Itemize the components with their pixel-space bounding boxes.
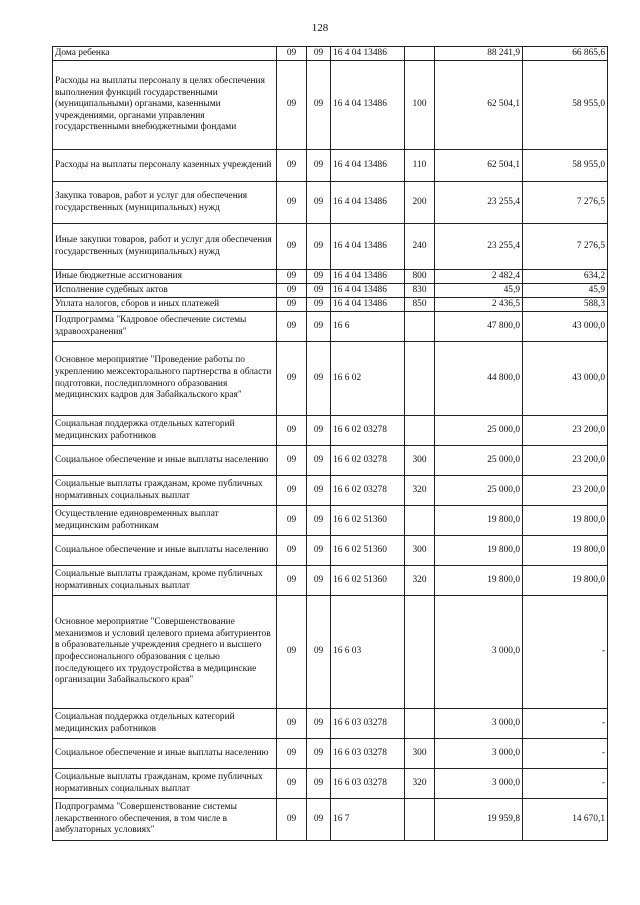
row-name: Расходы на выплаты персоналу казенных учреждений	[53, 150, 277, 182]
row-expense-type: 200	[405, 182, 435, 224]
row-subsection: 09	[307, 270, 331, 284]
row-amount-1: 25 000,0	[435, 476, 523, 506]
table-row	[53, 566, 608, 596]
row-target-article: 16 4 04 13486	[331, 298, 405, 312]
table-row	[53, 312, 608, 342]
row-section: 09	[277, 769, 307, 799]
row-section: 09	[277, 270, 307, 284]
row-target-article: 16 6 02 03278	[331, 416, 405, 446]
row-name: Дома ребенка	[53, 47, 277, 61]
table-row	[53, 416, 608, 446]
table-row	[53, 799, 608, 841]
row-target-article: 16 6	[331, 312, 405, 342]
row-amount-2: 588,3	[523, 298, 608, 312]
row-amount-1: 23 255,4	[435, 182, 523, 224]
row-amount-1: 19 800,0	[435, 536, 523, 566]
row-target-article: 16 4 04 13486	[331, 284, 405, 298]
row-expense-type	[405, 506, 435, 536]
row-section: 09	[277, 150, 307, 182]
table-row	[53, 224, 608, 270]
row-name: Основное мероприятие "Проведение работы по укреплению межсекторального партнерства в области подготовки, последипломного образования медицинских кадров для Забайкальского края"	[53, 342, 277, 416]
row-amount-2: 19 800,0	[523, 566, 608, 596]
row-name: Подпрограмма "Кадровое обеспечение системы здравоохранения"	[53, 312, 277, 342]
row-amount-1: 3 000,0	[435, 739, 523, 769]
row-expense-type: 320	[405, 476, 435, 506]
row-target-article: 16 6 02 51360	[331, 506, 405, 536]
row-target-article: 16 6 02 51360	[331, 566, 405, 596]
row-subsection: 09	[307, 284, 331, 298]
row-subsection: 09	[307, 224, 331, 270]
row-name: Социальные выплаты гражданам, кроме публичных нормативных социальных выплат	[53, 566, 277, 596]
row-amount-1: 62 504,1	[435, 61, 523, 150]
row-name: Уплата налогов, сборов и иных платежей	[53, 298, 277, 312]
row-section: 09	[277, 224, 307, 270]
row-name: Исполнение судебных актов	[53, 284, 277, 298]
table-row	[53, 150, 608, 182]
row-target-article: 16 6 02	[331, 342, 405, 416]
row-subsection: 09	[307, 536, 331, 566]
row-target-article: 16 4 04 13486	[331, 150, 405, 182]
row-section: 09	[277, 596, 307, 709]
row-subsection: 09	[307, 476, 331, 506]
table-row	[53, 182, 608, 224]
budget-table-body	[53, 47, 608, 841]
row-target-article: 16 6 03 03278	[331, 709, 405, 739]
row-expense-type: 800	[405, 270, 435, 284]
row-target-article: 16 6 03	[331, 596, 405, 709]
row-amount-1: 19 800,0	[435, 506, 523, 536]
row-subsection: 09	[307, 709, 331, 739]
row-amount-2: 43 000,0	[523, 312, 608, 342]
row-name: Иные закупки товаров, работ и услуг для обеспечения государственных (муниципальных) нужд	[53, 224, 277, 270]
row-amount-1: 3 000,0	[435, 709, 523, 739]
row-target-article: 16 6 02 03278	[331, 476, 405, 506]
row-name: Закупка товаров, работ и услуг для обеспечения государственных (муниципальных) нужд	[53, 182, 277, 224]
row-section: 09	[277, 416, 307, 446]
row-expense-type	[405, 596, 435, 709]
row-amount-2: 7 276,5	[523, 224, 608, 270]
row-expense-type: 300	[405, 739, 435, 769]
row-expense-type	[405, 799, 435, 841]
table-row	[53, 506, 608, 536]
row-name: Социальные выплаты гражданам, кроме публичных нормативных социальных выплат	[53, 476, 277, 506]
row-amount-1: 19 959,8	[435, 799, 523, 841]
row-amount-2: 45,9	[523, 284, 608, 298]
row-subsection: 09	[307, 416, 331, 446]
table-row	[53, 709, 608, 739]
row-subsection: 09	[307, 799, 331, 841]
row-section: 09	[277, 536, 307, 566]
row-section: 09	[277, 566, 307, 596]
row-subsection: 09	[307, 769, 331, 799]
row-expense-type: 300	[405, 536, 435, 566]
row-amount-1: 25 000,0	[435, 446, 523, 476]
row-section: 09	[277, 739, 307, 769]
row-section: 09	[277, 298, 307, 312]
row-subsection: 09	[307, 446, 331, 476]
row-subsection: 09	[307, 739, 331, 769]
row-amount-1: 3 000,0	[435, 596, 523, 709]
row-section: 09	[277, 284, 307, 298]
budget-table	[52, 46, 608, 841]
row-target-article: 16 6 03 03278	[331, 769, 405, 799]
row-section: 09	[277, 312, 307, 342]
row-amount-2: 66 865,6	[523, 47, 608, 61]
row-subsection: 09	[307, 596, 331, 709]
row-subsection: 09	[307, 342, 331, 416]
row-name: Социальные выплаты гражданам, кроме публичных нормативных социальных выплат	[53, 769, 277, 799]
row-amount-1: 2 482,4	[435, 270, 523, 284]
row-target-article: 16 4 04 13486	[331, 182, 405, 224]
row-section: 09	[277, 61, 307, 150]
row-amount-1: 62 504,1	[435, 150, 523, 182]
row-subsection: 09	[307, 47, 331, 61]
row-section: 09	[277, 709, 307, 739]
row-name: Социальное обеспечение и иные выплаты населению	[53, 536, 277, 566]
table-row	[53, 284, 608, 298]
row-target-article: 16 6 02 51360	[331, 536, 405, 566]
row-amount-1: 2 436,5	[435, 298, 523, 312]
row-expense-type: 320	[405, 769, 435, 799]
table-row	[53, 270, 608, 284]
row-subsection: 09	[307, 61, 331, 150]
row-section: 09	[277, 506, 307, 536]
table-row	[53, 476, 608, 506]
table-row	[53, 769, 608, 799]
row-name: Социальная поддержка отдельных категорий медицинских работников	[53, 709, 277, 739]
row-section: 09	[277, 182, 307, 224]
row-target-article: 16 7	[331, 799, 405, 841]
row-target-article: 16 4 04 13486	[331, 224, 405, 270]
row-section: 09	[277, 476, 307, 506]
row-amount-2: 19 800,0	[523, 506, 608, 536]
row-section: 09	[277, 47, 307, 61]
row-amount-2: 19 800,0	[523, 536, 608, 566]
table-row	[53, 61, 608, 150]
row-subsection: 09	[307, 506, 331, 536]
row-amount-2: 7 276,5	[523, 182, 608, 224]
row-amount-2: 58 955,0	[523, 61, 608, 150]
row-expense-type	[405, 47, 435, 61]
row-amount-2: 23 200,0	[523, 416, 608, 446]
row-amount-1: 23 255,4	[435, 224, 523, 270]
row-expense-type: 110	[405, 150, 435, 182]
row-section: 09	[277, 799, 307, 841]
row-amount-2: -	[523, 709, 608, 739]
row-subsection: 09	[307, 566, 331, 596]
row-name: Осуществление единовременных выплат медицинским работникам	[53, 506, 277, 536]
row-amount-2: 23 200,0	[523, 476, 608, 506]
row-expense-type	[405, 709, 435, 739]
table-row	[53, 298, 608, 312]
row-target-article: 16 4 04 13486	[331, 61, 405, 150]
row-amount-2: 14 670,1	[523, 799, 608, 841]
row-expense-type: 830	[405, 284, 435, 298]
row-expense-type: 100	[405, 61, 435, 150]
row-target-article: 16 4 04 13486	[331, 270, 405, 284]
row-name: Социальное обеспечение и иные выплаты населению	[53, 739, 277, 769]
row-section: 09	[277, 446, 307, 476]
row-target-article: 16 6 03 03278	[331, 739, 405, 769]
row-amount-2: -	[523, 596, 608, 709]
row-expense-type	[405, 342, 435, 416]
row-amount-2: 23 200,0	[523, 446, 608, 476]
row-name: Подпрограмма "Совершенствование системы лекарственного обеспечения, в том числе в амбулаторных условиях"	[53, 799, 277, 841]
row-amount-1: 19 800,0	[435, 566, 523, 596]
table-row	[53, 446, 608, 476]
table-row	[53, 47, 608, 61]
table-row	[53, 596, 608, 709]
row-expense-type	[405, 416, 435, 446]
table-row	[53, 739, 608, 769]
row-expense-type: 300	[405, 446, 435, 476]
row-subsection: 09	[307, 298, 331, 312]
row-amount-1: 47 800,0	[435, 312, 523, 342]
row-name: Социальное обеспечение и иные выплаты населению	[53, 446, 277, 476]
row-amount-1: 3 000,0	[435, 769, 523, 799]
row-section: 09	[277, 342, 307, 416]
row-expense-type: 850	[405, 298, 435, 312]
row-amount-1: 88 241,9	[435, 47, 523, 61]
row-name: Иные бюджетные ассигнования	[53, 270, 277, 284]
row-target-article: 16 6 02 03278	[331, 446, 405, 476]
row-expense-type: 240	[405, 224, 435, 270]
row-expense-type: 320	[405, 566, 435, 596]
row-name: Расходы на выплаты персоналу в целях обеспечения выполнения функций государственными (муниципальными) органами, казенными учреждениями, органами управления государственными внебюджетными фондами	[53, 61, 277, 150]
row-subsection: 09	[307, 182, 331, 224]
row-amount-1: 44 800,0	[435, 342, 523, 416]
row-expense-type	[405, 312, 435, 342]
table-row	[53, 536, 608, 566]
table-row	[53, 342, 608, 416]
row-amount-2: -	[523, 739, 608, 769]
row-subsection: 09	[307, 150, 331, 182]
row-name: Социальная поддержка отдельных категорий медицинских работников	[53, 416, 277, 446]
row-amount-2: -	[523, 769, 608, 799]
row-amount-2: 58 955,0	[523, 150, 608, 182]
row-amount-2: 43 000,0	[523, 342, 608, 416]
row-target-article: 16 4 04 13486	[331, 47, 405, 61]
page-number: 128	[311, 22, 329, 34]
row-subsection: 09	[307, 312, 331, 342]
row-amount-1: 45,9	[435, 284, 523, 298]
row-amount-1: 25 000,0	[435, 416, 523, 446]
row-name: Основное мероприятие "Совершенствование механизмов и условий целевого приема абитуриентов в образовательные учреждения среднего и высшего профессионального образования с целью последующего их трудоустройства в медицинские организации Забайкальского края"	[53, 596, 277, 709]
row-amount-2: 634,2	[523, 270, 608, 284]
